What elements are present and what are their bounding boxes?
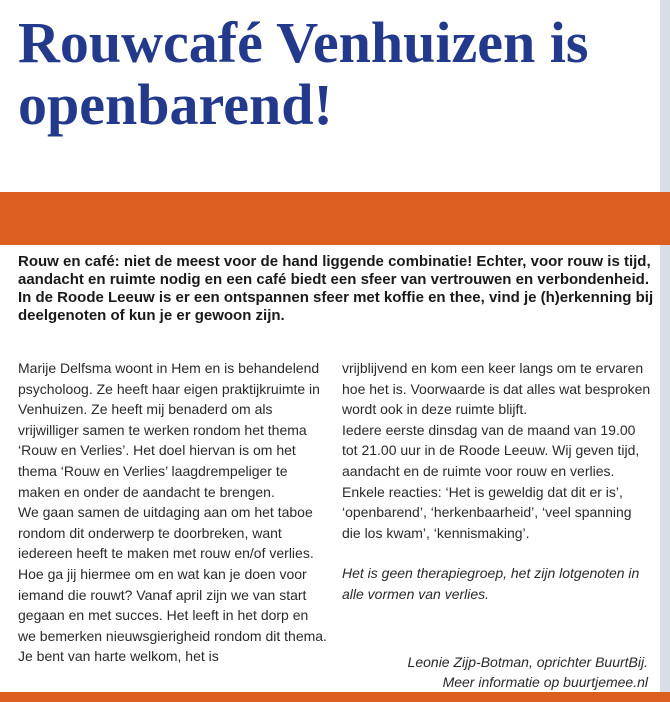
body-column-left <box>18 358 328 667</box>
body-paragraph: Iedere eerste dinsdag van de maand van 19.00 tot 21.00 uur in de Roode Leeuw. Wij geven tijd, aandacht en de ruimte voor rouw en verlies. <box>342 421 640 479</box>
article-headline: Rouwcafé Venhuizen is openbarend! <box>18 10 589 137</box>
body-paragraph: We gaan samen de uitdaging aan om het taboe rondom dit onderwerp te doorbreken, want iedereen heeft te maken met rouw en/of verlies. Hoe ga jij hiermee om en wat kan je doen voor iemand die rouwt? Vanaf april zijn we van start gegaan en met succes. Het leeft in het dorp en we bemerken nieuwsgierigheid rondom dit thema. Je bent van harte welkom, het is <box>18 504 327 665</box>
body-paragraph: Marije Delfsma woont in Hem en is behandelend psycholoog. Ze heeft haar eigen praktijkruimte in Venhuizen. Ze heeft mij benaderd om als vrijwilliger samen te werken rondom het thema ‘Rouw en Verlies’. Het doel hiervan is om het thema ‘Rouw en Verlies’ laagdrempeliger te maken en onder de aandacht te brengen. <box>18 360 320 500</box>
body-column-right <box>342 358 654 605</box>
bottom-orange-band <box>0 692 670 702</box>
article-signoff <box>342 652 648 692</box>
body-paragraph: Enkele reacties: ‘Het is geweldig dat dit er is’, ‘openbarend’, ‘herkenbaarheid’, ‘veel spanning die los kwam’, ‘kennismaking’. <box>342 483 632 541</box>
page-edge-shade <box>660 0 670 702</box>
signoff-info: Meer informatie op buurtjemee.nl <box>442 674 648 690</box>
article-lead: Rouw en café: niet de meest voor de hand liggende combinatie! Echter, voor rouw is tijd, aandacht en ruimte nodig en een café biedt een sfeer van vertrouwen en verbondenheid. In de Roode Leeuw is er een ontspannen sfeer met koffie en thee, vind je (h)erkenning bij deelgenoten of kun je er gewoon zijn. <box>18 253 654 324</box>
orange-divider-band <box>0 192 670 245</box>
body-paragraph: vrijblijvend en kom een keer langs om te ervaren hoe het is. Voorwaarde is dat alles wat besproken wordt ook in deze ruimte blijft. <box>342 360 651 418</box>
signoff-author: Leonie Zijp-Botman, oprichter BuurtBij. <box>407 654 648 670</box>
closing-note: Het is geen therapiegroep, het zijn lotgenoten in alle vormen van verlies. <box>342 565 640 602</box>
